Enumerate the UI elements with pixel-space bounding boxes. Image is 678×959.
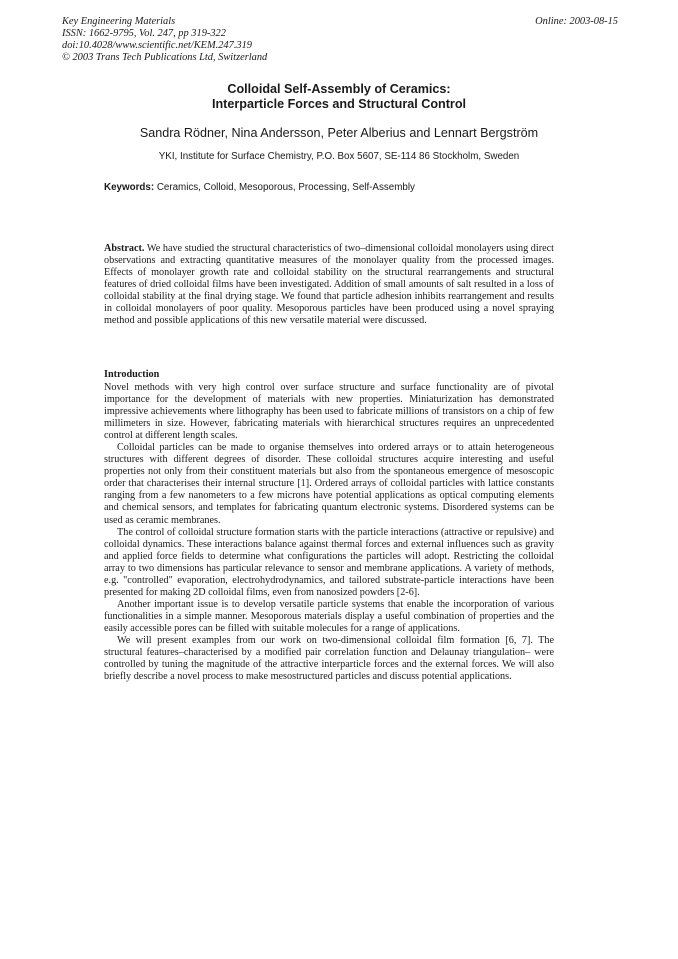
online-date: Online: 2003-08-15 <box>535 16 618 27</box>
keywords-label: Keywords: <box>104 182 155 193</box>
abstract <box>104 243 554 327</box>
keywords-text: Ceramics, Colloid, Mesoporous, Processing, Self-Assembly <box>154 182 415 193</box>
issn-line: ISSN: 1662-9795, Vol. 247, pp 319-322 <box>62 28 226 39</box>
abstract-label: Abstract. <box>104 243 145 254</box>
intro-paragraph: The control of colloidal structure formation starts with the particle interactions (attractive or repulsive) and colloidal dynamics. These interactions balance against thermal forces and external influences such as gravity and applied force fields to determine what configurations the particles will adopt. Restricting the colloidal array to two dimensions has particular relevance to sensor and membrane applications. A variety of methods, e.g. "controlled" evaporation, electrohydrodynamics, and tailored substrate-particle interactions have been presented for making 2D colloidal films, even from nanosized powders [2-6]. <box>104 526 554 598</box>
introduction-body <box>104 382 554 683</box>
copyright-line: © 2003 Trans Tech Publications Ltd, Switzerland <box>62 52 268 63</box>
affiliation: YKI, Institute for Surface Chemistry, P.O. Box 5607, SE-114 86 Stockholm, Sweden <box>158 151 520 162</box>
paper-title <box>0 82 678 112</box>
intro-paragraph: Colloidal particles can be made to organise themselves into ordered arrays or to attain heterogeneous structures with different degrees of disorder. These colloidal structures acquire interesting and useful properties not only from their constituent materials but also from the spontaneous emergence of mesoscopic order that characterises their internal structure [1]. Ordered arrays of colloidal particles with lattice constants ranging from a few nanometers to a few microns have potential applications as optical computing elements and chemical sensors, and templates for fabricating quantum electronic systems. Disordered systems can be used as ceramic membranes. <box>104 442 554 526</box>
journal-name: Key Engineering Materials <box>62 16 176 27</box>
abstract-text: We have studied the structural characteristics of two–dimensional colloidal monolayers using direct observations and extracting quantitative measures of the monolayer quality from the processed images. Effects of monolayer growth rate and colloidal stability on the structural rearrangements and structural features of dried colloidal films have been investigated. Addition of small amounts of salt resulted in a loss of colloidal stability at the final drying stage. We found that particle adhesion inhibits rearrangement and results in colloidal monolayers of poor quality. Mesoporous particles have been produced using a novel spraying method and possible applications of this new versatile material were discussed. <box>104 243 554 327</box>
intro-paragraph: Novel methods with very high control over surface structure and surface functionality are of pivotal importance for the development of materials with new properties. Miniaturization has demonstrated impressive achievements where lithography has been used to fabricate millions of transistors on a chip of few millimeters in size. However, fabricating materials with hierarchical structures requires an unprecedented control at different length scales. <box>104 382 554 442</box>
author-list: Sandra Rödner, Nina Andersson, Peter Alberius and Lennart Bergström <box>139 126 539 140</box>
intro-paragraph: We will present examples from our work on two-dimensional colloidal film formation [6, 7]. The structural features–characterised by a modified pair correlation function and Delaunay triangulation– were controlled by tuning the magnitude of the attractive interparticle forces and the external forces. We will also briefly describe a novel process to make mesostructured particles and discuss potential applications. <box>104 634 554 683</box>
introduction-heading: Introduction <box>104 369 160 380</box>
intro-paragraph: Another important issue is to develop versatile particle systems that enable the incorporation of various functionalities in a simple manner. Mesoporous materials display a useful combination of properties and the easily accessible pores can be filled with suitable molecules for a range of applications. <box>104 598 554 634</box>
journal-header <box>62 16 618 64</box>
title-line-1: Colloidal Self-Assembly of Ceramics: <box>227 82 451 96</box>
title-line-2: Interparticle Forces and Structural Control <box>211 97 467 111</box>
doi-line: doi:10.4028/www.scientific.net/KEM.247.319 <box>62 40 252 51</box>
keywords <box>104 182 584 194</box>
